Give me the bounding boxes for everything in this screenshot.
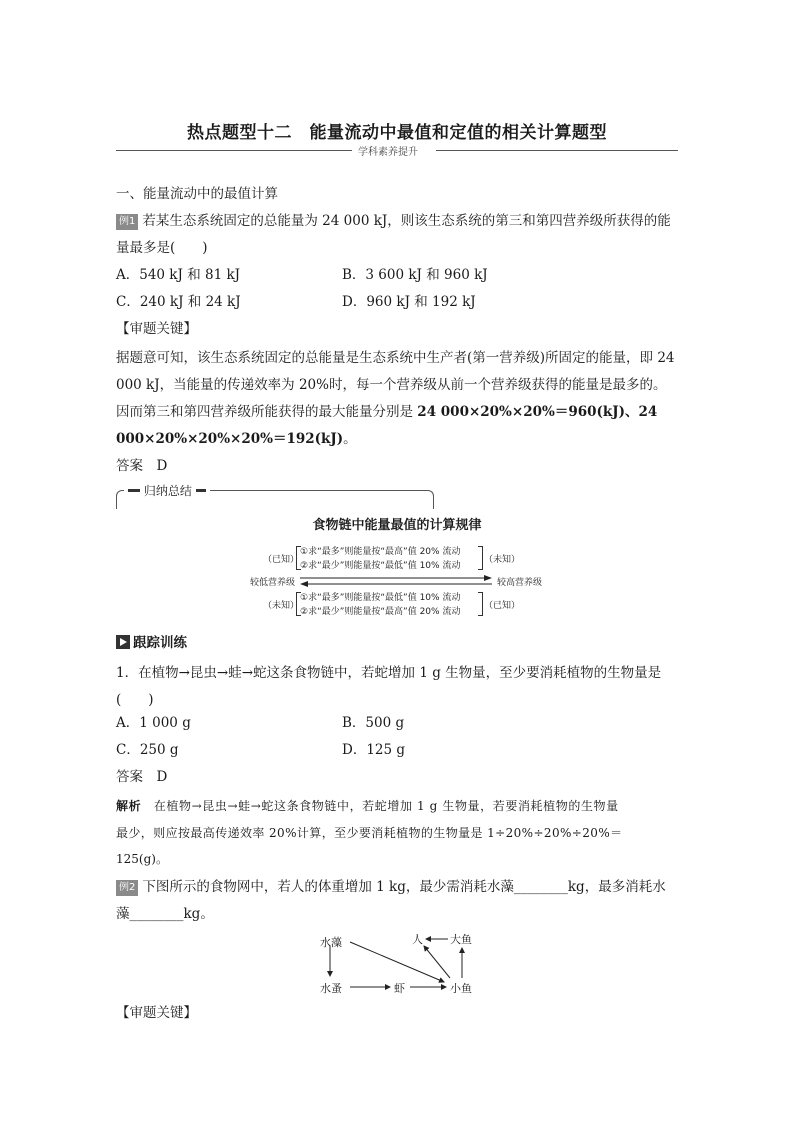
summary-dash-icon [128, 489, 140, 492]
example1-analysis-line2: 000 kJ，当能量的传递效率为 20%时，每一个营养级从前一个营养级获得的能量是最多的。 [116, 377, 667, 393]
rule-high-level: 较高营养级 [497, 578, 543, 588]
rule-low-level: 较低营养级 [250, 578, 296, 588]
summary-label: 归纳总结 [143, 484, 192, 498]
example1-analysis-line1: 据题意可知，该生态系统固定的总能量是生态系统中生产者(第一营养级)所固定的能量，即 24 [116, 350, 675, 366]
example1-option-b: B．3 600 kJ 和 960 kJ [342, 267, 488, 283]
example1-question-line2: 量最多是( ) [116, 240, 208, 256]
rule-top-line2: ②求“最少”则能量按“最低”值 10% 流动 [300, 561, 461, 571]
explain-label: 解析 [116, 799, 142, 813]
example1-question-text: 若某生态系统固定的总能量为 24 000 kJ，则该生态系统的第三和第四营养级所获得的能 [142, 213, 671, 229]
training-q1-line2: ( ) [116, 692, 154, 708]
title-rule-right [436, 150, 678, 151]
training-answer: 答案 D [116, 769, 168, 785]
title-rule-left [116, 150, 352, 151]
training-option-b: B．500 g [342, 715, 405, 731]
analysis-line3-text: 因而第三和第四营养级所能获得的最大能量分别是 [116, 404, 418, 420]
analysis-line3-formula: 24 000×20%×20%＝960(kJ)、24 [417, 404, 658, 420]
example1-option-a: A．540 kJ 和 81 kJ [116, 267, 241, 283]
example1-analysis-line3 [116, 399, 657, 425]
edge-algae-smallfish [350, 942, 444, 982]
play-triangle-icon [116, 635, 130, 649]
rule-title: 食物链中能量最值的计算规律 [312, 518, 482, 533]
summary-label-wrap [124, 482, 210, 499]
training-explain-line3: 125(g)。 [116, 852, 168, 866]
web-node-flea: 水蚤 [320, 982, 342, 995]
training-heading-text: 跟踪训练 [133, 635, 187, 651]
summary-dash-icon-right [196, 489, 206, 492]
example1-option-d: D．960 kJ 和 192 kJ [342, 294, 476, 310]
rule-bottom-line1: ①求“最多”则能量按“最低”值 10% 流动 [300, 593, 461, 603]
web-node-bigfish: 大鱼 [450, 933, 472, 946]
rule-bottom-brace-right-icon [478, 592, 483, 616]
rule-top-right: （未知） [484, 555, 521, 565]
page-title: 热点题型十二 能量流动中最值和定值的相关计算题型 [187, 123, 607, 143]
rule-bottom-right: （已知） [484, 601, 521, 611]
edge-smallfish-human [424, 946, 450, 978]
example1-key-heading: 【审题关键】 [116, 321, 197, 337]
analysis-line4-formula: 000×20%×20%×20%＝192(kJ) [116, 431, 344, 447]
analysis-line4-text: 。 [343, 431, 357, 447]
web-node-human: 人 [412, 933, 423, 946]
page-subtitle: 学科素养提升 [358, 147, 418, 158]
training-option-d: D．125 g [342, 742, 406, 758]
example2-key-heading: 【审题关键】 [116, 1005, 197, 1021]
example1-answer: 答案 D [116, 458, 168, 474]
rule-top-brace-right-icon [478, 546, 483, 570]
example1-analysis-line4 [116, 426, 357, 452]
example1-tag: 例1 [116, 214, 138, 230]
web-node-algae: 水藻 [320, 936, 342, 949]
example2-question-text: 下图所示的食物网中，若人的体重增加 1 kg，最少需消耗水藻________kg，最多消耗水 [142, 879, 666, 895]
explain-text1: 在植物→昆虫→蛙→蛇这条食物链中，若蛇增加 1 g 生物量，若要消耗植物的生物量 [153, 799, 619, 813]
rule-bottom-left: （未知） [263, 601, 300, 611]
example1-question-line1 [116, 208, 671, 234]
training-option-a: A．1 000 g [116, 715, 191, 731]
rule-double-arrow-icon [298, 574, 494, 588]
training-explain-line1 [116, 793, 676, 819]
rule-bottom-line2: ②求“最少”则能量按“最高”值 20% 流动 [300, 607, 461, 617]
rule-top-left: （已知） [263, 555, 300, 565]
training-option-c: C．250 g [116, 742, 179, 758]
training-heading [116, 630, 187, 656]
training-explain-line2: 最少，则应按最高传递效率 20%计算，至少要消耗植物的生物量是 1÷20%÷20%÷20%＝ [116, 826, 623, 840]
example2-tag: 例2 [116, 880, 138, 896]
rule-top-line1: ①求“最多”则能量按“最高”值 20% 流动 [300, 547, 461, 557]
training-q1-line1: 1．在植物→昆虫→蛙→蛇这条食物链中，若蛇增加 1 g 生物量，至少要消耗植物的生物量是 [116, 665, 662, 681]
example1-option-c: C．240 kJ 和 24 kJ [116, 294, 241, 310]
example2-question-line1 [116, 874, 666, 900]
web-node-smallfish: 小鱼 [450, 982, 472, 995]
web-node-shrimp: 虾 [394, 982, 405, 995]
example2-question-line2: 藻________kg。 [116, 906, 214, 922]
section-heading: 一、能量流动中的最值计算 [116, 186, 278, 202]
